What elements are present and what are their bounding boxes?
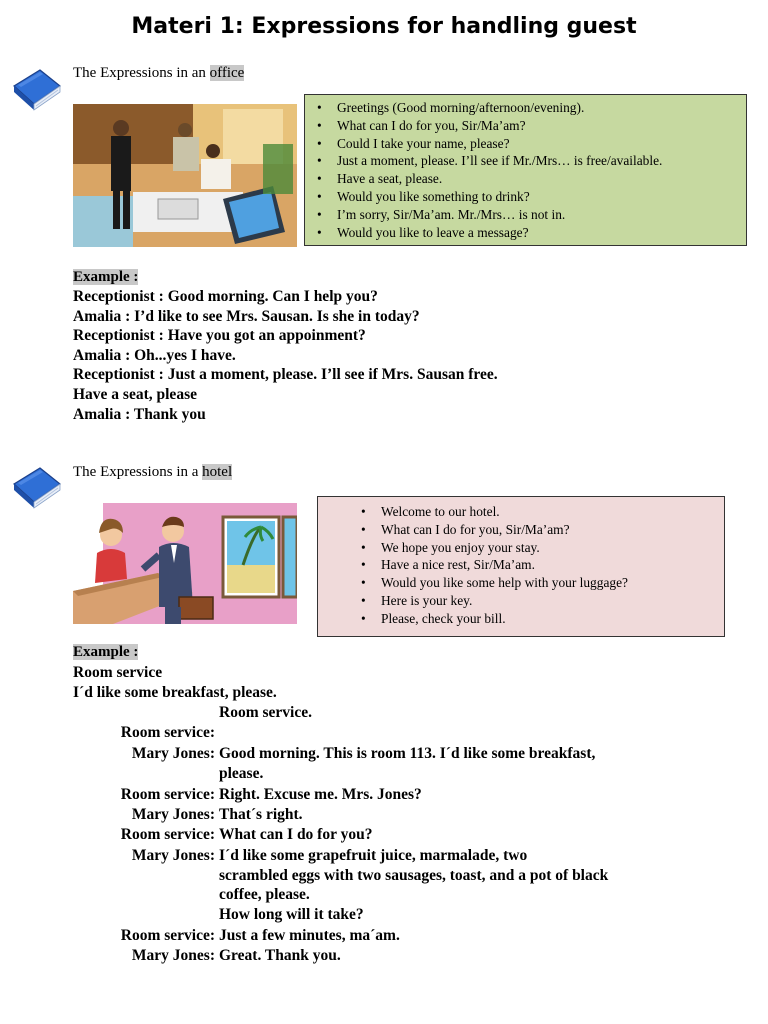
hotel-expression-item: • Please, check your bill. xyxy=(381,610,724,628)
speaker: Mary Jones: xyxy=(131,947,215,965)
hotel-expressions-box xyxy=(317,496,725,637)
line-text: How long will it take? xyxy=(219,905,364,923)
dialogue-line: Receptionist : Just a moment, please. I’ll see if Mrs. Sausan free. xyxy=(73,366,498,384)
office-example-label: Example : xyxy=(73,269,139,285)
dialogue-line: Have a seat, please xyxy=(73,385,197,403)
office-expression-item: • Could I take your name, please? xyxy=(337,135,746,153)
office-expression-item: • Would you like to leave a message? xyxy=(337,224,746,242)
dialogue-line xyxy=(0,926,768,947)
speaker: Room service: xyxy=(120,826,215,844)
hotel-expression-item: • We hope you enjoy your stay. xyxy=(381,539,724,557)
office-expressions-box xyxy=(304,94,747,246)
dialogue-line xyxy=(0,866,768,885)
hotel-intro xyxy=(73,663,277,702)
office-expression-item: • What can I do for you, Sir/Ma’am? xyxy=(337,117,746,135)
dialogue-line xyxy=(0,703,768,723)
hotel-illustration xyxy=(73,503,297,624)
office-expression-item: • Just a moment, please. I’ll see if Mr./Mrs… is free/available. xyxy=(337,152,746,170)
line-text: Room service. xyxy=(219,704,312,721)
line-text: coffee, please. xyxy=(219,886,310,904)
line-text: Good morning. This is room 113. I´d like some breakfast, xyxy=(219,744,596,762)
dialogue-line xyxy=(0,885,768,904)
dialogue-line xyxy=(0,764,768,784)
office-expression-item: • I’m sorry, Sir/Ma’am. Mr./Mrs… is not in. xyxy=(337,206,746,224)
line-text: Just a few minutes, ma´am. xyxy=(219,926,400,944)
dialogue-line xyxy=(0,744,768,764)
hotel-heading-highlight: hotel xyxy=(202,464,233,480)
hotel-intro-line: Room service xyxy=(73,664,163,681)
dialogue-line xyxy=(0,825,768,845)
office-heading: The Expressions in an office xyxy=(73,65,245,81)
hotel-expressions-list xyxy=(381,503,724,628)
line-text: scrambled eggs with two sausages, toast, and a pot of black xyxy=(219,867,609,885)
speaker: Mary Jones: xyxy=(131,846,215,864)
dialogue-line xyxy=(0,785,768,805)
dialogue-line: Amalia : I’d like to see Mrs. Sausan. Is she in today? xyxy=(73,307,420,325)
line-text: Right. Excuse me. Mrs. Jones? xyxy=(219,785,422,803)
book-icon xyxy=(10,462,64,515)
dialogue-line xyxy=(0,805,768,825)
speaker: Room service: xyxy=(120,724,215,742)
hotel-dialogue xyxy=(0,703,768,966)
hotel-heading: The Expressions in a hotel xyxy=(73,464,233,480)
dialogue-line: Receptionist : Have you got an appoinment? xyxy=(73,327,366,345)
hotel-expression-item: • Welcome to our hotel. xyxy=(381,503,724,521)
speaker: Mary Jones: xyxy=(131,744,215,762)
dialogue-line xyxy=(0,723,768,743)
line-text: I´d like some grapefruit juice, marmalade, two xyxy=(219,846,528,864)
speaker: Mary Jones: xyxy=(131,805,215,823)
hotel-expression-item: • Have a nice rest, Sir/Ma’am. xyxy=(381,556,724,574)
office-expression-item: • Have a seat, please. xyxy=(337,170,746,188)
hotel-example-label: Example : xyxy=(73,644,139,660)
hotel-expression-item: • Here is your key. xyxy=(381,592,724,610)
office-expression-item: • Greetings (Good morning/afternoon/evening). xyxy=(337,99,746,117)
dialogue-line: Amalia : Oh...yes I have. xyxy=(73,346,236,364)
line-text: Great. Thank you. xyxy=(219,947,341,965)
dialogue-line xyxy=(0,946,768,966)
book-icon xyxy=(10,64,64,117)
speaker: Room service: xyxy=(120,785,215,803)
speaker: Room service: xyxy=(120,926,215,944)
line-text: That´s right. xyxy=(219,805,303,823)
hotel-expression-item: • Would you like some help with your luggage? xyxy=(381,574,724,592)
line-text: please. xyxy=(219,765,264,783)
office-expressions-list xyxy=(337,99,746,241)
office-heading-highlight: office xyxy=(209,65,245,81)
office-dialogue xyxy=(73,287,498,424)
line-text: What can I do for you? xyxy=(219,826,373,844)
office-expression-item: • Would you like something to drink? xyxy=(337,188,746,206)
office-photo xyxy=(73,104,297,247)
hotel-expression-item: • What can I do for you, Sir/Ma’am? xyxy=(381,521,724,539)
dialogue-line: Receptionist : Good morning. Can I help you? xyxy=(73,288,378,305)
hotel-intro-line: I´d like some breakfast, please. xyxy=(73,683,277,701)
page-title: Materi 1: Expressions for handling guest xyxy=(131,14,637,39)
dialogue-line: Amalia : Thank you xyxy=(73,405,206,423)
dialogue-line xyxy=(0,905,768,926)
dialogue-line xyxy=(0,846,768,866)
